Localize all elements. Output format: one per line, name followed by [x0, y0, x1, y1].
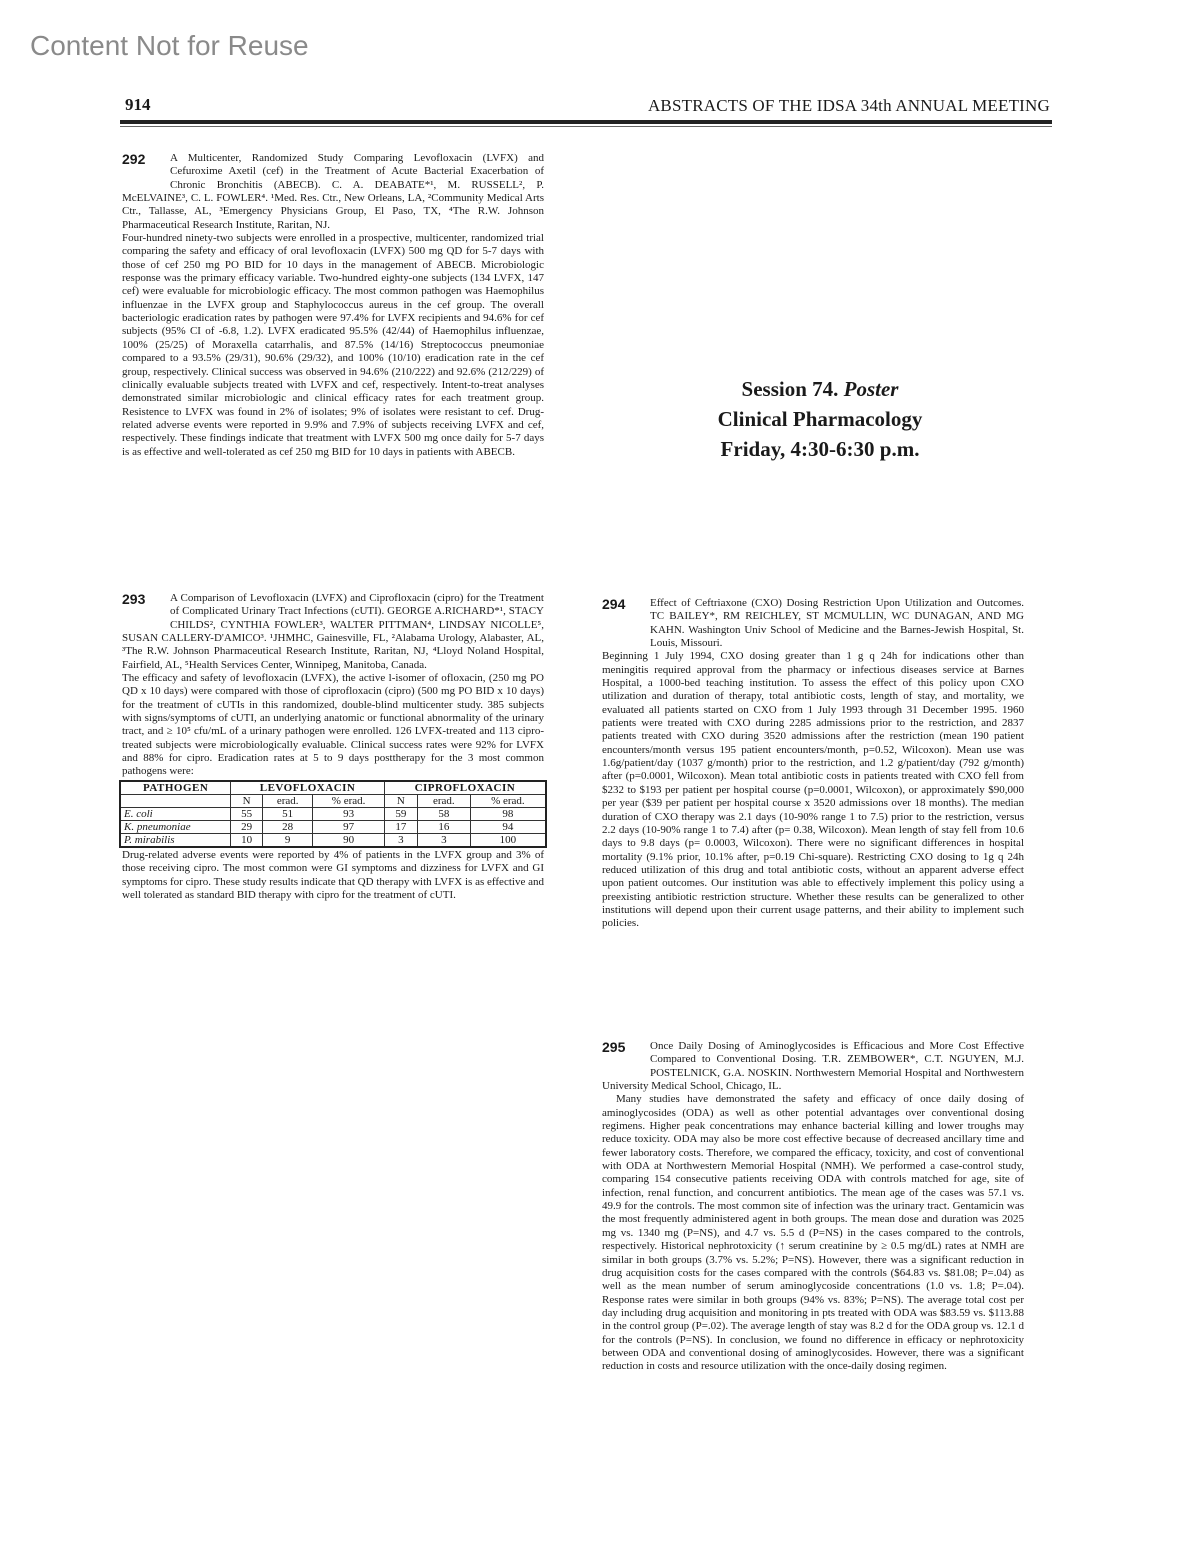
- abstract-heading: A Comparison of Levofloxacin (LVFX) and Ciprofloxacin (cipro) for the Treatment of Complicated Urinary Tract Infections (cUTI). GEORGE A.RICHARD*¹, STACY CHILDS², CYNTHIA FOWLER³, WALTER PITTMAN⁴, LINDSAY NICOLLE⁵, SUSAN CALLERY-D'AMICO³. ¹JHMHC, Gainesville, FL, ²Alabama Urology, Alabaster, AL, ³The R.W. Johnson Pharmaceutical Research Institute, Raritan, NJ, ⁴Lloyd Noland Hospital, Fairfield, AL, ⁵Health Services Center, Winnipeg, Manitoba, Canada.: [122, 592, 544, 671]
- header-rule-thin: [120, 126, 1052, 127]
- abstract-293: [122, 592, 544, 902]
- table-header: CIPROFLOXACIN: [384, 781, 546, 795]
- table-subheader-cell: N: [231, 794, 263, 807]
- table-cell: 51: [262, 807, 312, 820]
- eradication-table: [119, 780, 547, 848]
- pathogen-name: P. mirabilis: [120, 833, 231, 847]
- session-type: Poster: [843, 377, 899, 401]
- abstract-body: The efficacy and safety of levofloxacin (LVFX), the active l-isomer of ofloxacin, (250 mg PO QD x 10 days) were compared with those of ciprofloxacin (cipro) (500 mg PO BID x 10 days) for the treatment of cUTIs in this randomized, double-blind multicenter study. 385 subjects with signs/symptoms of cUTI, an underlying anatomic or functional abnormality of the urinary tract, and ≥ 10⁵ cfu/mL of a urinary pathogen were enrolled. 126 LVFX-treated and 113 cipro-treated subjects were microbiologically evaluable. Clinical success rates were 92% for LVFX and 88% for cipro. Eradication rates at 5 to 9 days posttherapy for the 3 most common pathogens were:: [122, 672, 544, 778]
- table-cell: 55: [231, 807, 263, 820]
- table-cell: 29: [231, 820, 263, 833]
- table-cell: 28: [262, 820, 312, 833]
- table-subheader-cell: % erad.: [313, 794, 384, 807]
- abstract-292: [122, 152, 544, 459]
- session-title: Clinical Pharmacology: [717, 407, 923, 431]
- session-number: Session 74.: [741, 377, 839, 401]
- abstract-body: Four-hundred ninety-two subjects were enrolled in a prospective, multicenter, randomized trial comparing the safety and efficacy of oral levofloxacin (LVFX) 500 mg QD for 5-7 days with those of cef 250 mg PO BID for 10 days in the management of ABECB. Microbiologic response was the primary efficacy variable. Two-hundred eighty-one subjects (134 LVFX, 147 cef) were evaluable for microbiologic efficacy. The most common pathogen was Haemophilus influenzae in the LVFX group and Staphylococcus aureus in the cef group. The overall bacteriologic eradication rates by pathogen were 97.4% for LVFX recipients and 94.6% for cef subjects (95% CI of -6.8, 1.2). LVFX eradicated 95.5% (42/44) of Haemophilus influenzae, 100% (25/25) of Moraxella catarrhalis, and 87.5% (14/16) Streptococcus pneumoniae compared to a 93.5% (29/31), 90.6% (29/32), and 100% (10/10) eradication rate in the cef group, respectively. Clinical success was observed in 94.6% (210/222) and 92.6% (212/229) of clinically evaluable subjects treated with LVFX and cef, respectively. Intent-to-treat analyses demonstrated similar microbiologic and clinical efficacy rates for each treatment group. Resistence to LVFX was found in 2% of isolates; 9% of isolates were resistant to cef. Drug-related adverse events were reported in 9.9% and 7.9% of subjects receiving LVFX and cef, respectively. These findings indicate that treatment with LVFX 500 mg once daily for 5-7 days is as effective and well-tolerated as cef 250 mg BID for 10 days in patients with ABECB.: [122, 232, 544, 458]
- table-cell: 93: [313, 807, 384, 820]
- abstract-number: 295: [602, 1039, 626, 1055]
- abstract-number: 292: [122, 151, 146, 167]
- table-subheader-cell: N: [384, 794, 417, 807]
- header-rule: [120, 120, 1052, 124]
- table-cell: 9: [262, 833, 312, 847]
- table-subheader-cell: [120, 794, 231, 807]
- table-row: [120, 833, 546, 847]
- running-head: ABSTRACTS OF THE IDSA 34th ANNUAL MEETING: [647, 96, 1050, 115]
- table-subheader-cell: % erad.: [470, 794, 546, 807]
- table-row: [120, 807, 546, 820]
- pathogen-name: K. pneumoniae: [120, 820, 231, 833]
- table-subheader-cell: erad.: [262, 794, 312, 807]
- table-cell: 59: [384, 807, 417, 820]
- table-cell: 58: [417, 807, 470, 820]
- session-time: Friday, 4:30-6:30 p.m.: [720, 437, 920, 461]
- table-cell: 10: [231, 833, 263, 847]
- abstract-body: Many studies have demonstrated the safety and efficacy of once daily dosing of aminoglycosides (ODA) as well as other potential advantages over conventional dosing regimens. Higher peak concentrations may enhance bacterial killing and lower troughs may reduce toxicity. ODA may also be more cost effective because of decreased ancillary time and fewer laboratory costs. Therefore, we compared the efficacy, toxicity, and cost of conventional with ODA at Northwestern Memorial Hospital (NMH). We performed a case-control study, comparing 154 consecutive patients receiving ODA with controls matched for age, site of infection, renal function, and concurrent antibiotics. The mean age of the cases was 57.1 vs. 49.9 for the controls. The most common site of infection was the urinary tract. Gentamicin was the most frequently administered agent in both groups. The mean dose and duration was 2025 mg vs. 1340 mg (P=NS), and 4.7 vs. 5.5 d (P=NS) in the cases compared to the controls, respectively. Historical nephrotoxicity (↑ serum creatinine by ≥ 0.5 mg/dL) rates at NMH are similar in both groups (3.7% vs. 5.2%; P=NS). However, there was a significant reduction in drug acquisition costs for the cases compared with the controls ($64.83 vs. $81.08; P=.04) as well as the mean number of serum aminoglycoside concentrations (1.0 vs. 1.8; P=.04). Response rates were similar in both groups (94% vs. 83%; P=NS). The average total cost per day including drug acquisition and monitoring in pts treated with ODA was $83.59 vs. $113.88 in the control group (P=.02). The average length of stay was 8.2 d for the ODA group vs. 12.1 d for the controls (P=NS). In conclusion, we found no difference in efficacy or nephrotoxicity between ODA and conventional dosing of aminoglycosides. However, there was a significant reduction in costs and resource utilization with the once-daily dosing regimen.: [602, 1093, 1024, 1373]
- table-cell: 98: [470, 807, 546, 820]
- abstract-295: [602, 1040, 1024, 1374]
- abstract-heading: Effect of Ceftriaxone (CXO) Dosing Restriction Upon Utilization and Outcomes. TC BAILEY*, RM REICHLEY, ST MCMULLIN, WC DUNAGAN, AND MG KAHN. Washington Univ School of Medicine and the Barnes-Jewish Hospital, St. Louis, Missouri.: [650, 597, 1024, 650]
- table-subheader-row: [120, 794, 546, 807]
- abstract-body-continued: Drug-related adverse events were reported by 4% of patients in the LVFX group and 3% of those receiving cipro. The most common were GI symptoms and dizziness for LVFX and GI symptoms for cipro. These study results indicate that QD therapy with LVFX is as effective and well tolerated as standard BID therapy with cipro for the treatment of cUTI.: [122, 848, 544, 901]
- table-cell: 94: [470, 820, 546, 833]
- abstract-heading: A Multicenter, Randomized Study Comparing Levofloxacin (LVFX) and Cefuroxime Axetil (cef) in the Treatment of Acute Bacterial Exacerbation of Chronic Bronchitis (ABECB). C. A. DEABATE*¹, M. RUSSELL², P. McELVAINE³, C. L. FOWLER⁴. ¹Med. Res. Ctr., New Orleans, LA, ²Community Medical Arts Ctr., Tallasse, AL, ³Emergency Physicians Group, El Paso, TX, ⁴The R.W. Johnson Pharmaceutical Research Institute, Raritan, NJ.: [122, 152, 544, 231]
- table-cell: 16: [417, 820, 470, 833]
- table-cell: 100: [470, 833, 546, 847]
- table-cell: 97: [313, 820, 384, 833]
- abstract-heading: Once Daily Dosing of Aminoglycosides is Efficacious and More Cost Effective Compared to Conventional Dosing. T.R. ZEMBOWER*, C.T. NGUYEN, M.J. POSTELNICK, G.A. NOSKIN. Northwestern Memorial Hospital and Northwestern University Medical School, Chicago, IL.: [602, 1040, 1024, 1093]
- table-cell: 17: [384, 820, 417, 833]
- abstract-number: 293: [122, 591, 146, 607]
- abstract-294: [602, 597, 1024, 931]
- watermark: Content Not for Reuse: [30, 30, 309, 61]
- table-row: [120, 820, 546, 833]
- abstract-number: 294: [602, 596, 626, 612]
- abstract-body: Beginning 1 July 1994, CXO dosing greater than 1 g q 24h for indications other than meningitis required approval from the pharmacy or infectious diseases service at Barnes Hospital, a 1000-bed teaching institution. To assess the effect of this policy upon CXO utilization and duration of therapy, total antibiotic costs, length of stay, and mortality, we evaluated all patients started on CXO from 1 July 1993 through 31 December 1995. 1960 patients were treated with CXO during 2285 admissions prior to the restriction, and 2837 patients treated with CXO during 3520 admissions after the restriction (mean 190 patient encounters/month versus 195 patient encounters/month, p=0.52, Wilcoxon). Mean use was 1.6g/patient/day (1037 g/month) prior to the restriction, and 1.2 g/patient/day (792 g/month) after (p=0.0001, Wilcoxon). Mean total antibiotic costs in patients treated with CXO fell from $232 to $193 per patient per hospital course (p=0.0001, Wilcoxon), or approximately $90,000 per year ($39 per patient per hospital course x 3520 admissions over 18 months). The median duration of CXO therapy was 2.1 days (10-90% range 1 to 7.5) prior to the restriction, versus 2.2 days (10-90% range 1 to 7.4) after (p= 0.38, Wilcoxon). Mean length of stay fell from 10.6 days to 9.8 days (p= 0.0003, Wilcoxon). There were no significant differences in hospital mortality (9.1% prior, 10.1% after, p=0.19 Chi-square). Restricting CXO dosing to 1g q 24h reduced utilization of this drug and total antibiotic costs, without an apparent adverse effect upon patient outcomes. Our institution was able to effectively implement this policy using a preexisting antibiotic restriction structure. Whether these results can be generalized to other institutions will depend upon their current usage patterns, and their ability to implement such policies.: [602, 650, 1024, 930]
- table-cell: 90: [313, 833, 384, 847]
- page-number: 914: [125, 95, 151, 114]
- table-cell: 3: [384, 833, 417, 847]
- pathogen-name: E. coli: [120, 807, 231, 820]
- table-header: LEVOFLOXACIN: [231, 781, 384, 795]
- table-subheader-cell: erad.: [417, 794, 470, 807]
- table-cell: 3: [417, 833, 470, 847]
- session-heading: [640, 374, 1000, 464]
- table-header: PATHOGEN: [120, 781, 231, 795]
